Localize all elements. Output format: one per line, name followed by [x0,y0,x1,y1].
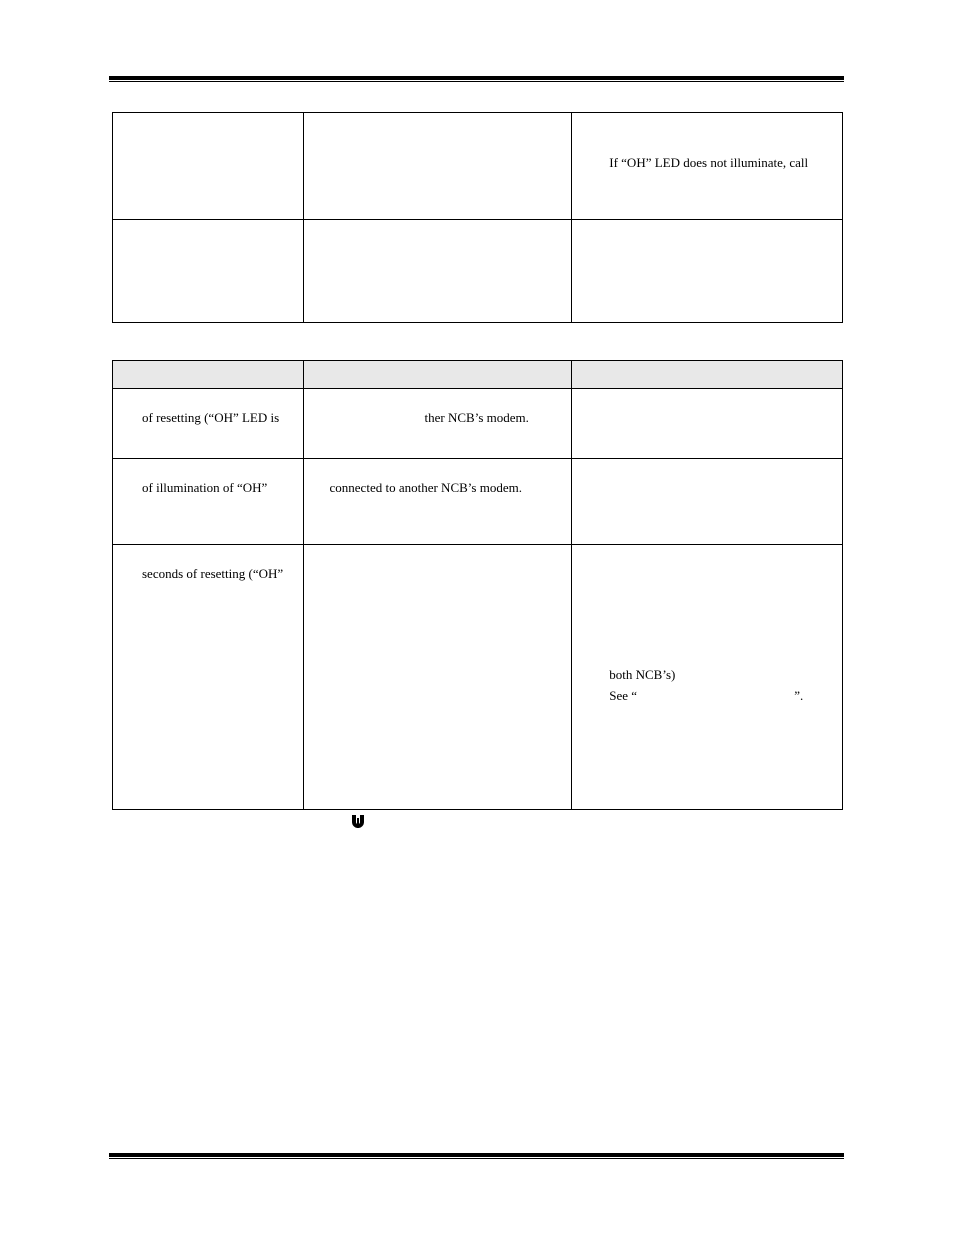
table-row [113,113,843,220]
cell-text-see-close: ”. [794,688,804,703]
tool-marker-icon [349,812,367,830]
table-cell [303,220,572,323]
header-rule-thick [109,76,844,80]
troubleshooting-table-top [112,112,843,323]
cell-text: If “OH” LED does not illuminate, call [609,155,809,170]
table-cell [113,220,304,323]
footer-rule-thick [109,1153,844,1157]
table-cell [303,389,572,459]
table-cell [303,459,572,545]
table-header-cell [303,361,572,389]
table-row [113,459,843,545]
cell-text: connected to another NCB’s modem. [329,480,522,495]
table-cell [572,545,843,810]
header-rule-thin [109,81,844,82]
cell-text: both NCB’s) [609,667,676,682]
table-cell [113,459,304,545]
table-row [113,220,843,323]
table-cell [303,113,572,220]
cell-text: of illumination of “OH” [142,480,268,495]
cell-text: ther NCB’s modem. [424,410,529,425]
table-header-cell [572,361,843,389]
cell-text-see-open: See “ [609,688,638,703]
table-cell [572,459,843,545]
cell-text: of resetting (“OH” LED is [142,410,280,425]
table-cell [572,220,843,323]
table-row [113,545,843,810]
table-cell [303,545,572,810]
troubleshooting-table-bottom [112,360,843,810]
footer-rule-thin [109,1158,844,1159]
table-cell [113,389,304,459]
table-row [113,389,843,459]
table-header-cell [113,361,304,389]
table-cell [113,545,304,810]
table-cell [572,113,843,220]
table-cell [113,113,304,220]
table-cell [572,389,843,459]
table-header-row [113,361,843,389]
cell-text: seconds of resetting (“OH” [142,566,284,581]
